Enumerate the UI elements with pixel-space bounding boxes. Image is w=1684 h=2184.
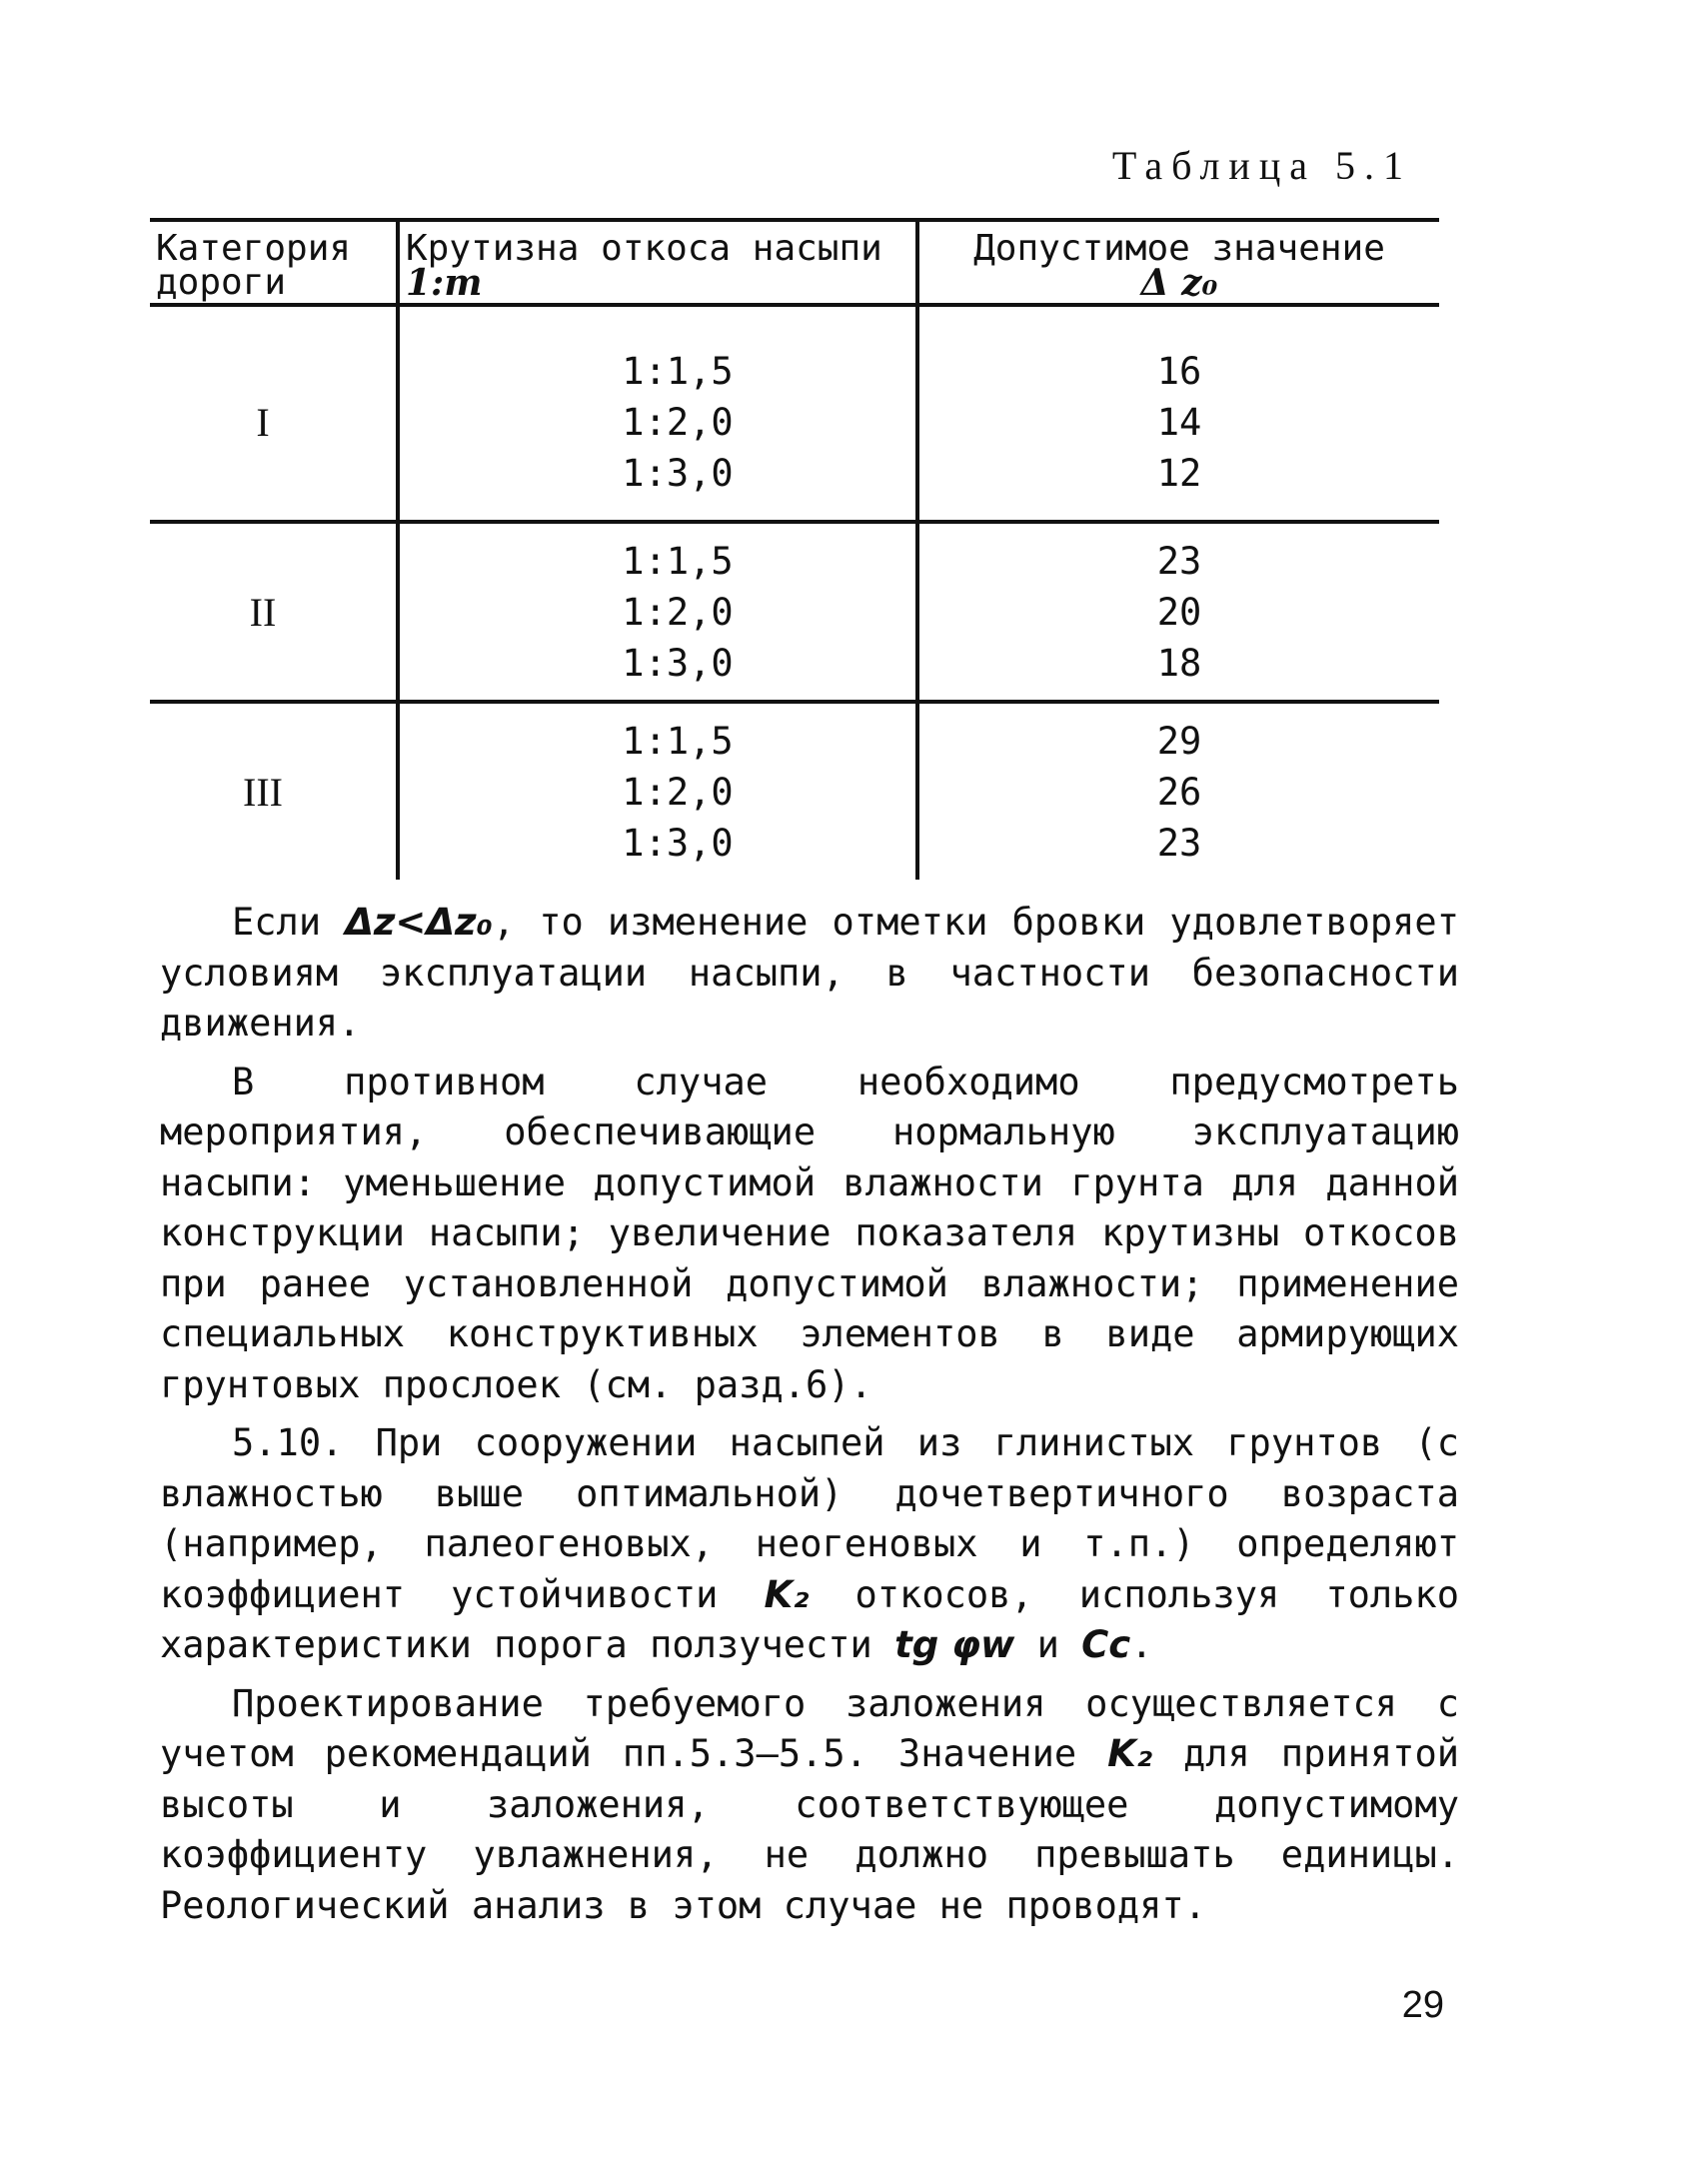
- paragraph-design: [160, 1679, 1459, 1932]
- k2-symbol: K₂: [1107, 1732, 1153, 1775]
- delta-z-formula: Δz<Δz₀: [345, 901, 493, 944]
- category-cell: III: [243, 769, 283, 815]
- header-slope-label: Крутизна откоса насыпи: [406, 228, 882, 269]
- header-slope-symbol: 1:m: [406, 262, 483, 304]
- k2-symbol: K₂: [764, 1572, 810, 1616]
- category-cell: I: [150, 305, 398, 522]
- text-span: Проектирование требуемого заложения осуществляется с учетом рекомендаций пп.5.3–5.5. Значение: [160, 1681, 1459, 1775]
- slope-table: [150, 218, 1439, 880]
- table-row: [150, 305, 1439, 522]
- table-caption: Таблица 5.1: [1111, 143, 1412, 188]
- category-cell: II: [150, 522, 398, 702]
- table-row: [150, 702, 1439, 880]
- value-cell: 29 26 23: [917, 702, 1439, 880]
- header-category: [150, 220, 398, 305]
- text-span: , то изменение отметки бровки удовлетворяет условиям эксплуатации насыпи, в частности безопасности движения.: [160, 901, 1459, 1045]
- table-header-row: [150, 220, 1439, 305]
- header-allowed-label: Допустимое значение: [973, 228, 1385, 269]
- header-category-label: Категория дороги: [156, 228, 352, 303]
- header-allowed: [917, 220, 1439, 305]
- text-span: 5.10. При сооружении насыпей из глинистых грунтов (с влажностью выше оптимальной) дочетвертичного возраста (например, палеогеновых, неогеновых и т.п.) определяют коэффициент устойчивости: [160, 1421, 1459, 1616]
- text-span: откосов, используя только характеристики порога ползучести: [160, 1572, 1459, 1666]
- text-span: для принятой высоты и заложения, соответствующее допустимому коэффициенту увлажнения, не должно превышать единицы. Реологический анализ в этом случае не проводят.: [160, 1732, 1460, 1927]
- slope-cell: 1:1,5 1:2,0 1:3,0: [398, 702, 917, 880]
- paragraph-5-10: [160, 1418, 1459, 1671]
- slope-cell: 1:1,5 1:2,0 1:3,0: [398, 522, 917, 702]
- header-slope: [398, 220, 917, 305]
- table-row: [150, 522, 1439, 702]
- value-cell: 16 14 12: [917, 305, 1439, 522]
- slope-cell: 1:1,5 1:2,0 1:3,0: [398, 305, 917, 522]
- text-span: и: [1014, 1623, 1082, 1666]
- cc-symbol: Cc: [1081, 1623, 1131, 1666]
- tg-phi-symbol: tg φw: [894, 1623, 1015, 1666]
- header-allowed-symbol: Δ z₀: [1140, 262, 1218, 304]
- value-cell: 23 20 18: [917, 522, 1439, 702]
- page-number: 29: [1401, 1984, 1444, 2026]
- text-span: .: [1130, 1623, 1153, 1666]
- paragraph-measures: В противном случае необходимо предусмотреть мероприятия, обеспечивающие нормальную эксплуатацию насыпи: уменьшение допустимой влажности грунта для данной конструкции насыпи; увеличение показателя крутизны откосов при ранее установленной допустимой влажности; применение специальных конструктивных элементов в виде армирующих грунтовых прослоек (см. разд.6).: [160, 1060, 1459, 1406]
- body-text: [160, 898, 1459, 1939]
- text-span: Если: [232, 901, 346, 944]
- paragraph-condition: [160, 898, 1459, 1050]
